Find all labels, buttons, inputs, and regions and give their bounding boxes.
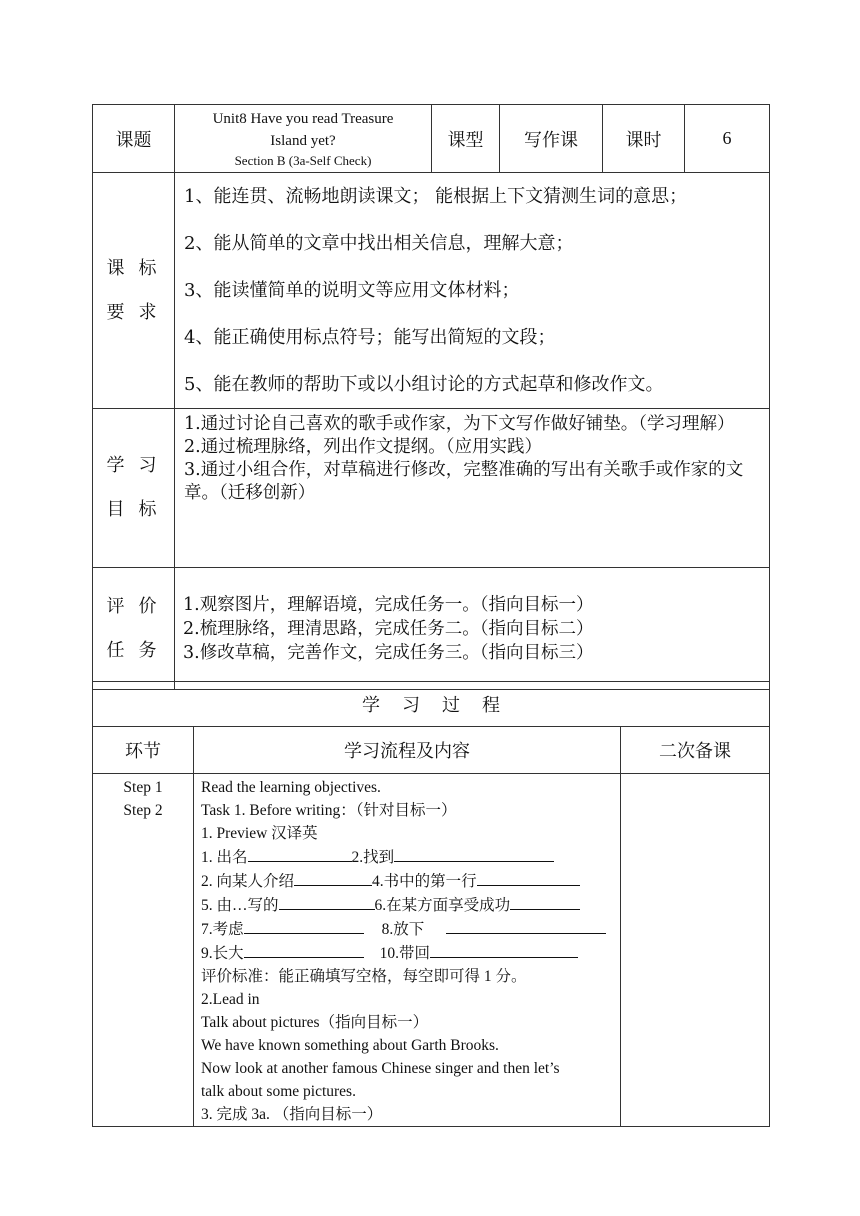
col-stage-header: 环节 [93, 727, 194, 774]
task-item: 3.修改草稿，完善作文，完成任务三。（指向目标三） [183, 642, 594, 663]
answer-blank[interactable] [394, 845, 554, 862]
vocab-item: 1. 出名 [201, 849, 248, 866]
title-line-3: Section B (3a-Self Check) [234, 152, 372, 168]
step-label: Step 1 [123, 779, 163, 796]
topic-label: 课题 [93, 105, 175, 173]
lesson-info-table [92, 104, 770, 690]
process-body-row [93, 774, 770, 1127]
lesson-title [175, 105, 432, 173]
type-value: 写作课 [500, 105, 603, 173]
vocab-item: 2.找到 [351, 849, 395, 866]
flow-line: Task 1. Before writing：（针对目标一） [201, 802, 457, 819]
requirements-label [93, 173, 175, 409]
process-header-row [93, 727, 770, 774]
notes-cell[interactable] [621, 774, 770, 1127]
requirements-label-line-2: 要求 [106, 301, 171, 323]
vocab-item: 8.放下 [381, 921, 425, 938]
requirements-label-line-1: 课标 [106, 257, 171, 279]
requirements-row [93, 173, 770, 409]
vocab-row [201, 845, 616, 869]
requirement-item: 3、能读懂简单的说明文等应用文体材料； [184, 280, 520, 301]
answer-blank[interactable] [477, 869, 580, 886]
vocab-row [201, 917, 616, 941]
objectives-label-line-2: 目标 [106, 499, 171, 520]
objective-item: 1.通过讨论自己喜欢的歌手或作家，为下文写作做好铺垫。（学习理解） [184, 414, 735, 434]
tasks-label-line-2: 任务 [106, 639, 171, 661]
requirement-item: 1、能连贯、流畅地朗读课文； 能根据上下文猜测生词的意思； [184, 186, 688, 207]
flow-line: Read the learning objectives. [201, 779, 381, 796]
requirement-item: 4、能正确使用标点符号；能写出简短的文段； [184, 327, 556, 348]
flow-line: We have known something about Garth Brooks. [201, 1037, 499, 1054]
vocab-row [201, 941, 616, 965]
requirements-content [175, 173, 770, 409]
vocab-item: 7.考虑 [201, 921, 244, 938]
title-line-1: Unit8 Have you read Treasure [212, 110, 394, 127]
period-value: 6 [685, 105, 770, 173]
tasks-row [93, 568, 770, 690]
flow-line: 3. 完成 3a. （指向目标一） [201, 1106, 383, 1123]
task-item: 2.梳理脉络，理清思路，完成任务二。（指向目标二） [183, 618, 594, 639]
answer-blank[interactable] [294, 869, 372, 886]
vocab-item: 6.在某方面享受成功 [374, 897, 511, 914]
objectives-content [175, 409, 770, 568]
requirement-item: 2、能从简单的文章中找出相关信息，理解大意； [184, 233, 574, 254]
steps-cell [93, 774, 194, 1127]
vocab-row [201, 893, 616, 917]
vocab-item: 9.长大 [201, 945, 244, 962]
answer-blank[interactable] [510, 893, 580, 910]
col-content-header: 学习流程及内容 [194, 727, 621, 774]
answer-blank[interactable] [446, 917, 606, 934]
answer-blank[interactable] [279, 893, 375, 910]
answer-blank[interactable] [430, 941, 578, 958]
flow-line: 2.Lead in [201, 991, 260, 1008]
period-label: 课时 [603, 105, 685, 173]
flow-line: 评价标准：能正确填写空格，每空即可得 1 分。 [201, 968, 527, 985]
objectives-row [93, 409, 770, 568]
objectives-label-line-1: 学习 [106, 455, 171, 476]
vocab-item: 10.带回 [379, 945, 431, 962]
vocab-item: 2. 向某人介绍 [201, 873, 295, 890]
tasks-content [175, 568, 770, 690]
tasks-label-line-1: 评价 [106, 595, 171, 617]
flow-line: talk about some pictures. [201, 1083, 356, 1100]
flow-line: Now look at another famous Chinese singer and then let’s [201, 1060, 560, 1077]
col-notes-header: 二次备课 [621, 727, 770, 774]
vocab-row [201, 869, 616, 893]
vocab-item: 5. 由…写的 [201, 897, 279, 914]
type-label: 课型 [432, 105, 500, 173]
flow-line: Talk about pictures（指向目标一） [201, 1014, 429, 1031]
flow-line: 1. Preview 汉译英 [201, 825, 318, 842]
process-title: 学习过程 [93, 682, 770, 727]
tasks-label [93, 568, 175, 690]
process-title-row [93, 682, 770, 727]
requirement-item: 5、能在教师的帮助下或以小组讨论的方式起草和修改作文。 [184, 374, 664, 395]
objective-item: 3.通过小组合作，对草稿进行修改，完整准确的写出有关歌手或作家的文章。（迁移创新） [184, 460, 744, 503]
answer-blank[interactable] [248, 845, 352, 862]
header-row [93, 105, 770, 173]
title-line-2: Island yet? [270, 132, 336, 149]
process-table [92, 681, 770, 1127]
flow-content [194, 774, 621, 1127]
objective-item: 2.通过梳理脉络，列出作文提纲。（应用实践） [184, 437, 542, 457]
task-item: 1.观察图片，理解语境，完成任务一。（指向目标一） [183, 594, 594, 615]
answer-blank[interactable] [244, 917, 364, 934]
answer-blank[interactable] [244, 941, 364, 958]
vocab-item: 4.书中的第一行 [372, 873, 477, 890]
objectives-label [93, 409, 175, 568]
step-label: Step 2 [123, 802, 163, 819]
